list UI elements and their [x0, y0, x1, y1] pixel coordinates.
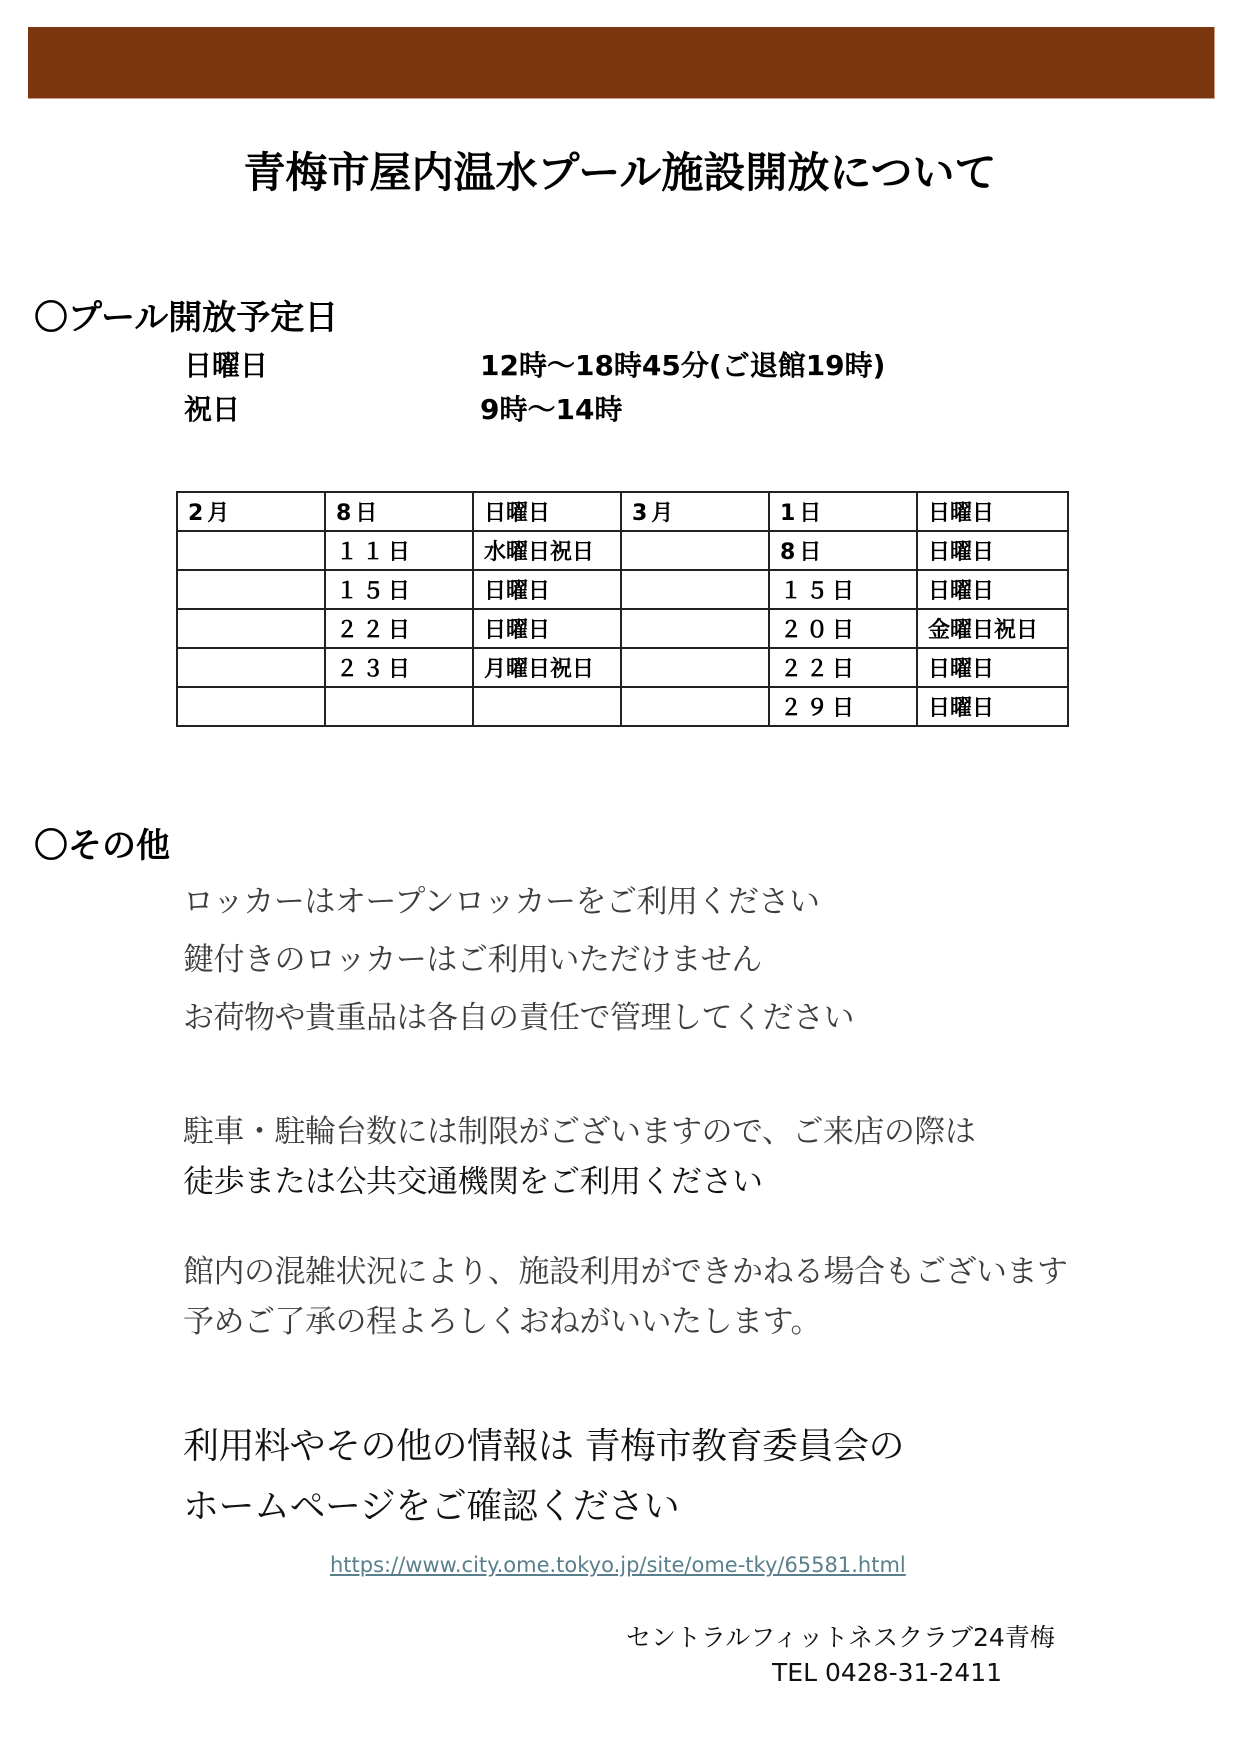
table-row: [177, 570, 1068, 609]
weekday-cell: 日曜日: [917, 687, 1068, 726]
month-cell: 2月: [177, 492, 325, 531]
info-line: 利用料やその他の情報は 青梅市教育委員会の: [183, 1426, 904, 1467]
date-cell: １５日: [325, 570, 473, 609]
date-cell: 8日: [769, 531, 917, 570]
hours-row-sunday: [184, 344, 885, 384]
city-homepage-link[interactable]: https://www.city.ome.tokyo.jp/site/ome-tky/65581.html: [330, 1553, 906, 1577]
hours-day-label: 祝日: [184, 393, 241, 426]
weekday-cell: 日曜日: [473, 492, 621, 531]
date-cell: [325, 687, 473, 726]
phone-number: TEL 0428-31-2411: [772, 1658, 1003, 1687]
month-cell: 3月: [621, 492, 769, 531]
weekday-cell: 日曜日: [917, 648, 1068, 687]
weekday-cell: 日曜日: [473, 570, 621, 609]
table-row: [177, 648, 1068, 687]
table-row: [177, 531, 1068, 570]
hours-time-value: 9時～14時: [480, 393, 623, 426]
month-cell: [177, 570, 325, 609]
date-cell: ２３日: [325, 648, 473, 687]
hours-row-holiday: [184, 388, 622, 428]
hours-day-label: 日曜日: [184, 349, 269, 382]
date-cell: 8日: [325, 492, 473, 531]
weekday-cell: 日曜日: [473, 609, 621, 648]
schedule-section-heading: 〇プール開放予定日: [34, 298, 339, 338]
weekday-cell: 日曜日: [917, 492, 1068, 531]
weekday-cell: [473, 687, 621, 726]
month-cell: [621, 570, 769, 609]
locker-note: お荷物や貴重品は各自の責任で管理してください: [183, 1000, 854, 1036]
header-banner-bar: [28, 27, 1215, 99]
date-cell: ２２日: [769, 648, 917, 687]
weekday-cell: 日曜日: [917, 570, 1068, 609]
weekday-cell: 水曜日祝日: [473, 531, 621, 570]
info-line: ホームページをご確認ください: [183, 1486, 680, 1527]
month-cell: [177, 687, 325, 726]
table-row: [177, 609, 1068, 648]
hours-time-value: 12時～18時45分(ご退館19時): [480, 349, 886, 382]
date-cell: ２２日: [325, 609, 473, 648]
month-cell: [621, 609, 769, 648]
table-row: [177, 687, 1068, 726]
month-cell: [621, 648, 769, 687]
date-cell: 1日: [769, 492, 917, 531]
open-dates-table: [176, 491, 1069, 727]
weekday-cell: 日曜日: [917, 531, 1068, 570]
date-cell: ２０日: [769, 609, 917, 648]
table-row: [177, 492, 1068, 531]
month-cell: [621, 531, 769, 570]
page-title: 青梅市屋内温水プール施設開放について: [243, 148, 997, 197]
month-cell: [177, 531, 325, 570]
locker-note: 鍵付きのロッカーはご利用いただけません: [183, 942, 762, 978]
month-cell: [177, 609, 325, 648]
weekday-cell: 金曜日祝日: [917, 609, 1068, 648]
month-cell: [177, 648, 325, 687]
parking-note: 徒歩または公共交通機関をご利用ください: [183, 1164, 763, 1200]
date-cell: １１日: [325, 531, 473, 570]
month-cell: [621, 687, 769, 726]
weekday-cell: 月曜日祝日: [473, 648, 621, 687]
other-section-heading: 〇その他: [34, 826, 170, 866]
crowd-note: 予めご了承の程よろしくおねがいいたします。: [183, 1304, 822, 1340]
locker-note: ロッカーはオープンロッカーをご利用ください: [183, 884, 820, 920]
crowd-note: 館内の混雑状況により、施設利用ができかねる場合もございます: [183, 1254, 1068, 1290]
club-name: セントラルフィットネスクラブ24青梅: [626, 1623, 1055, 1652]
date-cell: ２９日: [769, 687, 917, 726]
date-cell: １５日: [769, 570, 917, 609]
parking-note: 駐車・駐輪台数には制限がございますので、ご来店の際は: [183, 1114, 976, 1150]
